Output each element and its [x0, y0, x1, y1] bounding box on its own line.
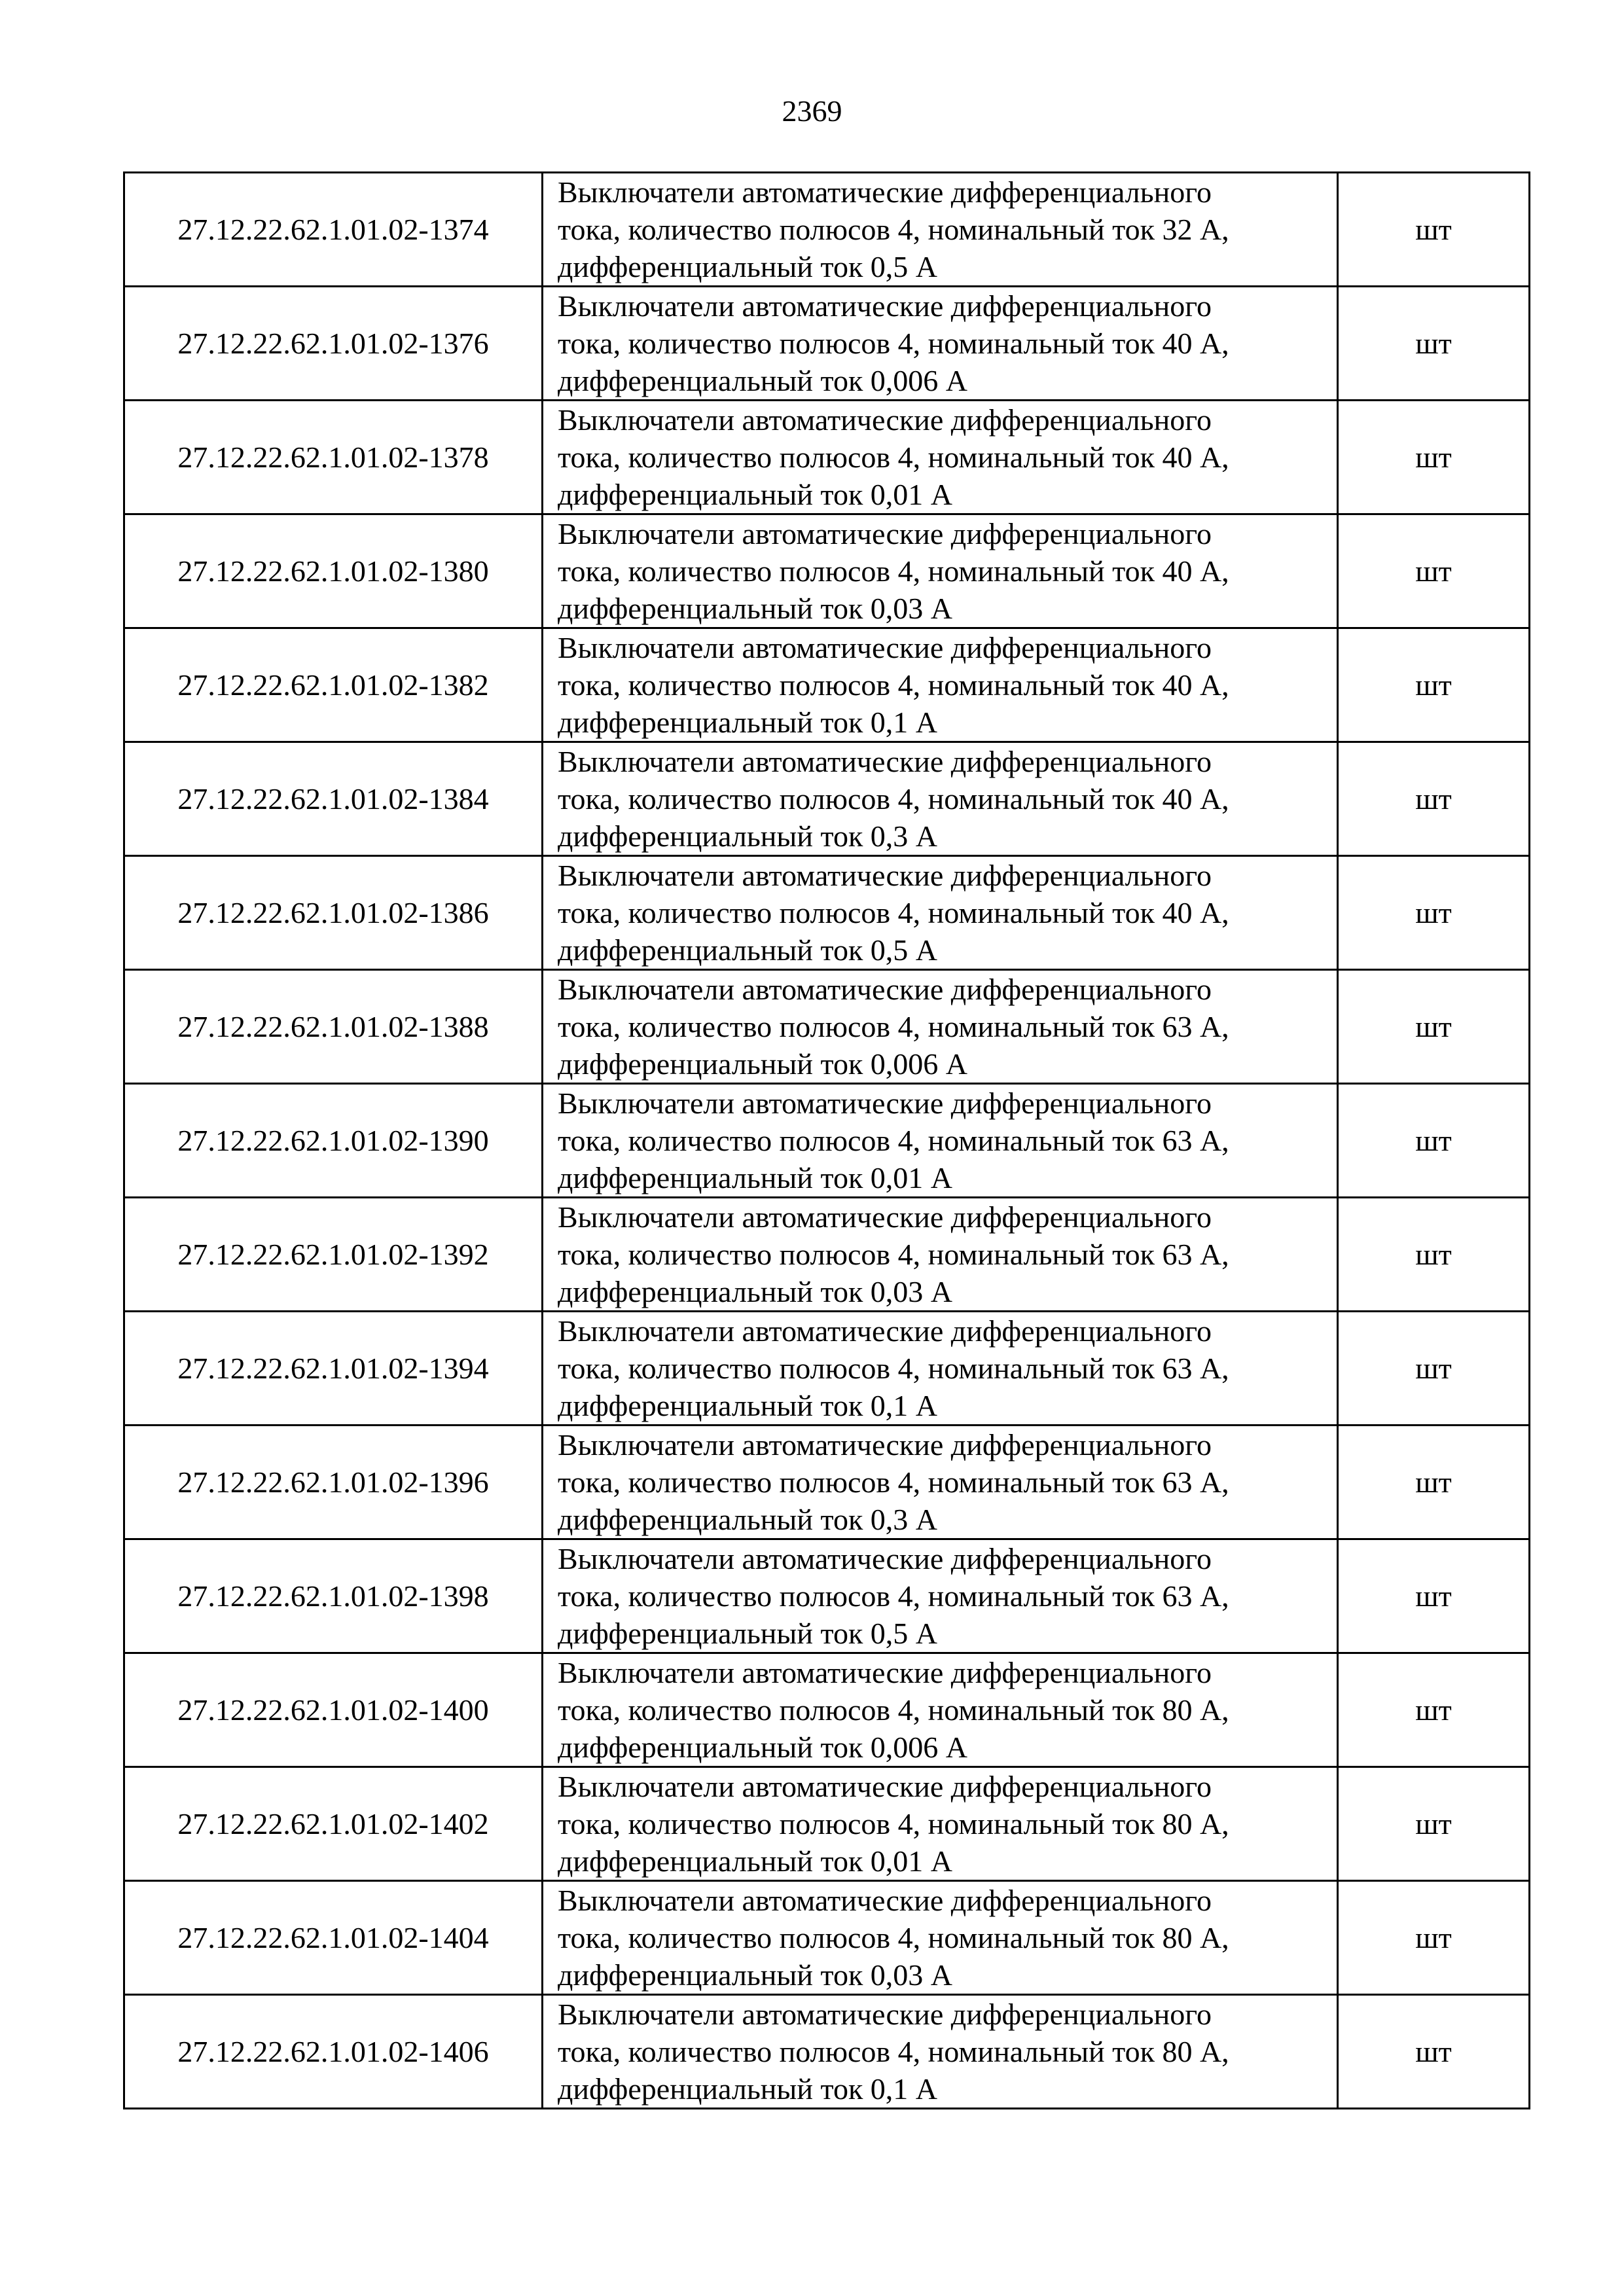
description-line: дифференциальный ток 0,01 А [558, 478, 953, 511]
description-line: Выключатели автоматические дифференциального [558, 517, 1212, 550]
description-cell [543, 1084, 1338, 1198]
description-line: дифференциальный ток 0,03 А [558, 592, 953, 625]
description-line: дифференциальный ток 0,03 А [558, 1275, 953, 1308]
table-row [124, 514, 1530, 628]
description-line: Выключатели автоматические дифференциального [558, 175, 1212, 209]
table-row [124, 1312, 1530, 1426]
code-cell: 27.12.22.62.1.01.02-1394 [124, 1312, 543, 1426]
description-line: Выключатели автоматические дифференциального [558, 1770, 1212, 1803]
description-cell [543, 287, 1338, 401]
code-cell: 27.12.22.62.1.01.02-1396 [124, 1426, 543, 1539]
table-row [124, 1198, 1530, 1312]
description-line: тока, количество полюсов 4, номинальный ток 63 А, [558, 1010, 1229, 1043]
description-line: дифференциальный ток 0,1 А [558, 1389, 938, 1422]
description-line: Выключатели автоматические дифференциального [558, 403, 1212, 437]
description-line: дифференциальный ток 0,01 А [558, 1161, 953, 1194]
unit-cell: шт [1338, 742, 1530, 856]
code-cell: 27.12.22.62.1.01.02-1374 [124, 173, 543, 287]
table-row [124, 856, 1530, 970]
code-cell: 27.12.22.62.1.01.02-1376 [124, 287, 543, 401]
code-cell: 27.12.22.62.1.01.02-1382 [124, 628, 543, 742]
code-cell: 27.12.22.62.1.01.02-1392 [124, 1198, 543, 1312]
description-line: дифференциальный ток 0,5 А [558, 250, 938, 283]
code-cell: 27.12.22.62.1.01.02-1386 [124, 856, 543, 970]
description-cell [543, 1653, 1338, 1767]
description-line: дифференциальный ток 0,006 А [558, 1047, 968, 1081]
description-line: тока, количество полюсов 4, номинальный ток 40 А, [558, 554, 1229, 588]
unit-cell: шт [1338, 514, 1530, 628]
description-line: Выключатели автоматические дифференциального [558, 1428, 1212, 1462]
unit-cell: шт [1338, 1312, 1530, 1426]
description-line: тока, количество полюсов 4, номинальный ток 63 А, [558, 1465, 1229, 1499]
code-cell: 27.12.22.62.1.01.02-1378 [124, 401, 543, 514]
table-row [124, 173, 1530, 287]
description-line: Выключатели автоматические дифференциального [558, 289, 1212, 323]
table-row [124, 401, 1530, 514]
unit-cell: шт [1338, 401, 1530, 514]
description-line: Выключатели автоматические дифференциального [558, 1542, 1212, 1575]
description-cell [543, 1539, 1338, 1653]
description-line: Выключатели автоматические дифференциального [558, 1086, 1212, 1120]
table-row [124, 1881, 1530, 1995]
description-line: тока, количество полюсов 4, номинальный ток 80 А, [558, 2035, 1229, 2068]
page-number: 2369 [782, 94, 842, 128]
description-line: Выключатели автоматические дифференциального [558, 1998, 1212, 2031]
description-line: тока, количество полюсов 4, номинальный ток 40 А, [558, 896, 1229, 929]
unit-cell: шт [1338, 1084, 1530, 1198]
table-row [124, 287, 1530, 401]
table-row [124, 1426, 1530, 1539]
description-line: тока, количество полюсов 4, номинальный ток 40 А, [558, 327, 1229, 360]
description-cell [543, 401, 1338, 514]
table-row [124, 1653, 1530, 1767]
code-cell: 27.12.22.62.1.01.02-1384 [124, 742, 543, 856]
code-cell: 27.12.22.62.1.01.02-1398 [124, 1539, 543, 1653]
description-line: дифференциальный ток 0,03 А [558, 1958, 953, 1992]
description-cell [543, 742, 1338, 856]
unit-cell: шт [1338, 628, 1530, 742]
unit-cell: шт [1338, 173, 1530, 287]
description-line: тока, количество полюсов 4, номинальный ток 32 А, [558, 213, 1229, 246]
description-line: тока, количество полюсов 4, номинальный ток 80 А, [558, 1921, 1229, 1954]
description-cell [543, 1426, 1338, 1539]
code-cell: 27.12.22.62.1.01.02-1388 [124, 970, 543, 1084]
table-row [124, 1539, 1530, 1653]
description-cell [543, 970, 1338, 1084]
description-line: дифференциальный ток 0,006 А [558, 1731, 968, 1764]
description-cell [543, 173, 1338, 287]
table-row [124, 1995, 1530, 2109]
description-line: Выключатели автоматические дифференциального [558, 1656, 1212, 1689]
table-row [124, 742, 1530, 856]
table-row [124, 1767, 1530, 1881]
description-cell [543, 856, 1338, 970]
unit-cell: шт [1338, 1426, 1530, 1539]
description-line: тока, количество полюсов 4, номинальный ток 80 А, [558, 1693, 1229, 1727]
unit-cell: шт [1338, 1198, 1530, 1312]
code-cell: 27.12.22.62.1.01.02-1404 [124, 1881, 543, 1995]
description-line: дифференциальный ток 0,01 А [558, 1844, 953, 1878]
description-line: Выключатели автоматические дифференциального [558, 745, 1212, 778]
description-line: дифференциальный ток 0,006 А [558, 364, 968, 397]
description-line: тока, количество полюсов 4, номинальный ток 40 А, [558, 782, 1229, 816]
description-line: дифференциальный ток 0,1 А [558, 2072, 938, 2106]
price-table [123, 171, 1530, 2109]
description-line: дифференциальный ток 0,5 А [558, 1617, 938, 1650]
description-cell [543, 1767, 1338, 1881]
description-line: дифференциальный ток 0,1 А [558, 706, 938, 739]
code-cell: 27.12.22.62.1.01.02-1380 [124, 514, 543, 628]
unit-cell: шт [1338, 1995, 1530, 2109]
description-line: Выключатели автоматические дифференциального [558, 859, 1212, 892]
description-line: тока, количество полюсов 4, номинальный ток 63 А, [558, 1352, 1229, 1385]
description-line: тока, количество полюсов 4, номинальный ток 63 А, [558, 1579, 1229, 1613]
table-body [124, 173, 1530, 2109]
description-line: Выключатели автоматические дифференциального [558, 973, 1212, 1006]
description-line: дифференциальный ток 0,3 А [558, 1503, 938, 1536]
description-cell [543, 514, 1338, 628]
code-cell: 27.12.22.62.1.01.02-1400 [124, 1653, 543, 1767]
description-line: Выключатели автоматические дифференциального [558, 1200, 1212, 1234]
unit-cell: шт [1338, 856, 1530, 970]
table-row [124, 970, 1530, 1084]
description-line: Выключатели автоматические дифференциального [558, 1884, 1212, 1917]
unit-cell: шт [1338, 1653, 1530, 1767]
description-line: дифференциальный ток 0,3 А [558, 819, 938, 853]
description-line: тока, количество полюсов 4, номинальный ток 40 А, [558, 440, 1229, 474]
unit-cell: шт [1338, 1767, 1530, 1881]
description-cell [543, 1881, 1338, 1995]
description-line: тока, количество полюсов 4, номинальный ток 63 А, [558, 1238, 1229, 1271]
description-line: тока, количество полюсов 4, номинальный ток 40 А, [558, 668, 1229, 702]
description-cell [543, 1198, 1338, 1312]
description-line: тока, количество полюсов 4, номинальный ток 80 А, [558, 1807, 1229, 1840]
code-cell: 27.12.22.62.1.01.02-1402 [124, 1767, 543, 1881]
description-cell [543, 1312, 1338, 1426]
description-cell [543, 1995, 1338, 2109]
code-cell: 27.12.22.62.1.01.02-1406 [124, 1995, 543, 2109]
unit-cell: шт [1338, 970, 1530, 1084]
description-line: Выключатели автоматические дифференциального [558, 1314, 1212, 1348]
description-line: дифференциальный ток 0,5 А [558, 933, 938, 967]
description-cell [543, 628, 1338, 742]
description-line: тока, количество полюсов 4, номинальный ток 63 А, [558, 1124, 1229, 1157]
unit-cell: шт [1338, 1539, 1530, 1653]
table-row [124, 1084, 1530, 1198]
code-cell: 27.12.22.62.1.01.02-1390 [124, 1084, 543, 1198]
unit-cell: шт [1338, 1881, 1530, 1995]
table-row [124, 628, 1530, 742]
description-line: Выключатели автоматические дифференциального [558, 631, 1212, 664]
unit-cell: шт [1338, 287, 1530, 401]
